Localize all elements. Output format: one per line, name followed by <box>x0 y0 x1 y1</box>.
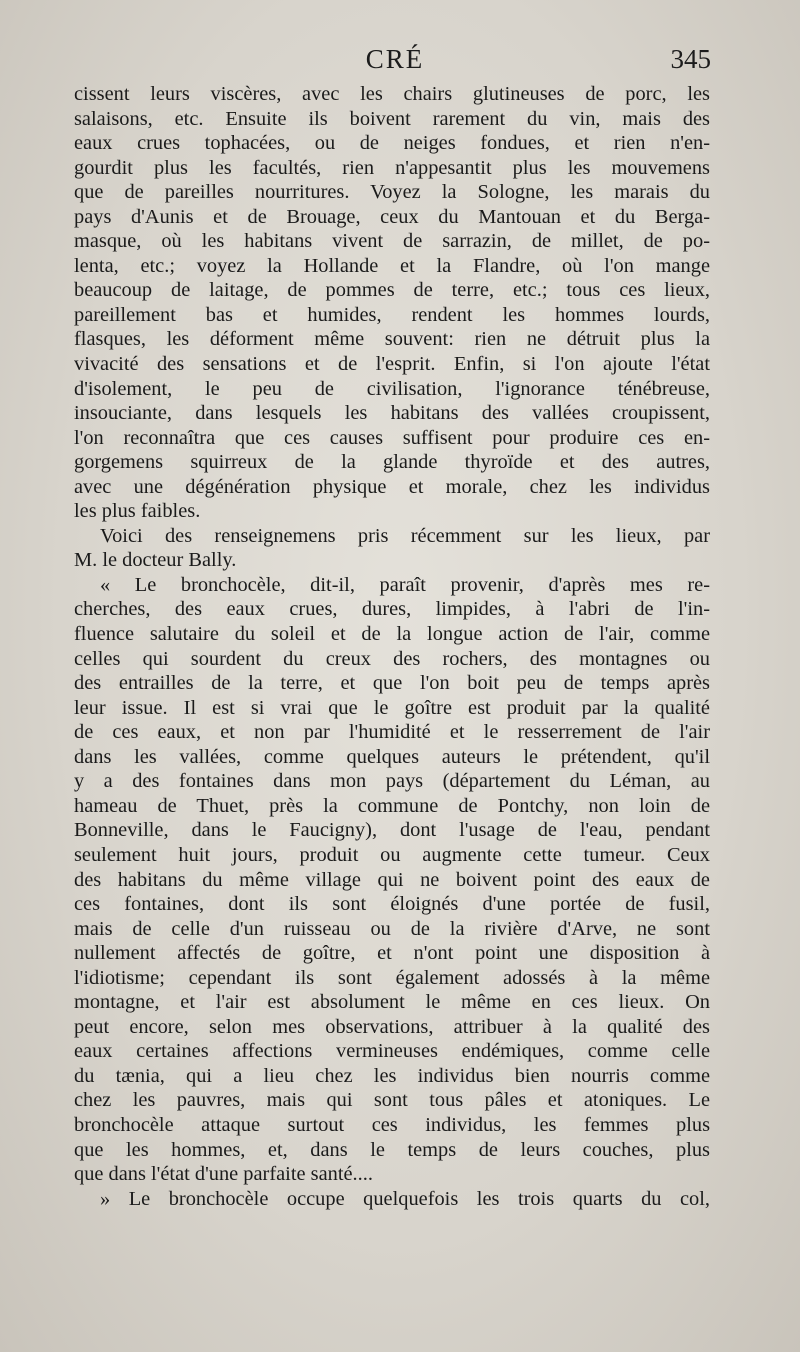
text-line: dans les vallées, comme quelques auteurs le prétendent, qu'il <box>74 745 710 768</box>
text-line: fluence salutaire du soleil et de la longue action de l'air, comme <box>74 623 710 646</box>
text-line: leur issue. Il est si vrai que le goître est produit par la qualité <box>74 696 710 719</box>
text-line: flasques, les déforment même souvent: rien ne détruit plus la <box>74 328 710 351</box>
text-line: nullement affectés de goître, et n'ont point une disposition à <box>74 942 710 965</box>
text-line: mais de celle d'un ruisseau ou de la rivière d'Arve, ne sont <box>74 917 710 940</box>
text-line: du tænia, qui a lieu chez les individus bien nourris comme <box>74 1064 710 1087</box>
running-head: CRÉ <box>365 44 425 74</box>
text-line: eaux crues tophacées, ou de neiges fondues, et rien n'en- <box>74 132 710 155</box>
text-line: Voici des renseignemens pris récemment sur les lieux, par <box>100 524 710 547</box>
text-line: pays d'Aunis et de Brouage, ceux du Mantouan et du Berga- <box>74 205 710 228</box>
page-header <box>75 44 715 80</box>
text-line: que dans l'état d'une parfaite santé.... <box>74 1163 373 1186</box>
text-line: cissent leurs viscères, avec les chairs glutineuses de porc, les <box>74 83 710 105</box>
text-line: » Le bronchocèle occupe quelquefois les trois quarts du col, <box>100 1187 710 1210</box>
text-line: que les hommes, et, dans le temps de leurs couches, plus <box>74 1138 710 1161</box>
text-line: salaisons, etc. Ensuite ils boivent rarement du vin, mais des <box>74 107 710 130</box>
text-line: l'on reconnaîtra que ces causes suffisent pour produire ces en- <box>74 426 710 449</box>
text-line: les plus faibles. <box>74 500 201 523</box>
text-line: que de pareilles nourritures. Voyez la Sologne, les marais du <box>74 181 710 204</box>
text-line: vivacité des sensations et de l'esprit. Enfin, si l'on ajoute l'état <box>74 353 710 376</box>
text-line: d'isolement, le peu de civilisation, l'ignorance ténébreuse, <box>74 377 710 400</box>
body-text <box>74 82 710 1211</box>
text-line: ces fontaines, dont ils sont éloignés d'une portée de fusil, <box>74 893 710 916</box>
text-line: de ces eaux, et non par l'humidité et le resserrement de l'air <box>74 721 710 744</box>
text-line: eaux certaines affections vermineuses endémiques, comme celle <box>74 1040 710 1063</box>
text-line: cherches, des eaux crues, dures, limpides, à l'abri de l'in- <box>74 598 710 621</box>
text-line: M. le docteur Bally. <box>74 549 237 572</box>
text-line: montagne, et l'air est absolument le même en ces lieux. On <box>74 991 710 1014</box>
text-line: masque, où les habitans vivent de sarrazin, de millet, de po- <box>74 230 710 253</box>
text-line: chez les pauvres, mais qui sont tous pâles et atoniques. Le <box>74 1089 710 1112</box>
text-line: peut encore, selon mes observations, attribuer à la qualité des <box>74 1015 710 1038</box>
page-number: 345 <box>670 44 711 74</box>
text-line: beaucoup de laitage, de pommes de terre, etc.; tous ces lieux, <box>74 279 710 302</box>
text-line: bronchocèle attaque surtout ces individus, les femmes plus <box>74 1113 710 1136</box>
text-line: avec une dégénération physique et morale, chez les individus <box>74 475 710 498</box>
text-line: pareillement bas et humides, rendent les hommes lourds, <box>74 303 710 326</box>
text-line: l'idiotisme; cependant ils sont également adossés à la même <box>74 966 710 989</box>
text-line: gorgemens squirreux de la glande thyroïde et des autres, <box>74 451 710 474</box>
text-line: gourdit plus les facultés, rien n'appesantit plus les mouvemens <box>74 156 710 179</box>
text-line: des entrailles de la terre, et que l'on boit peu de temps après <box>74 672 710 695</box>
text-line: « Le bronchocèle, dit-il, paraît provenir, d'après mes re- <box>100 573 710 596</box>
text-line: lenta, etc.; voyez la Hollande et la Flandre, où l'on mange <box>74 254 710 277</box>
text-line: celles qui sourdent du creux des rochers, des montagnes ou <box>74 647 710 670</box>
text-line: seulement huit jours, produit ou augmente cette tumeur. Ceux <box>74 843 710 866</box>
text-line: insouciante, dans lesquels les habitans des vallées croupissent, <box>74 402 710 425</box>
text-line: Bonneville, dans le Faucigny), dont l'usage de l'eau, pendant <box>74 819 710 842</box>
text-line: y a des fontaines dans mon pays (département du Léman, au <box>74 770 710 793</box>
text-line: hameau de Thuet, près la commune de Pontchy, non loin de <box>74 794 710 817</box>
text-line: des habitans du même village qui ne boivent point des eaux de <box>74 868 710 891</box>
